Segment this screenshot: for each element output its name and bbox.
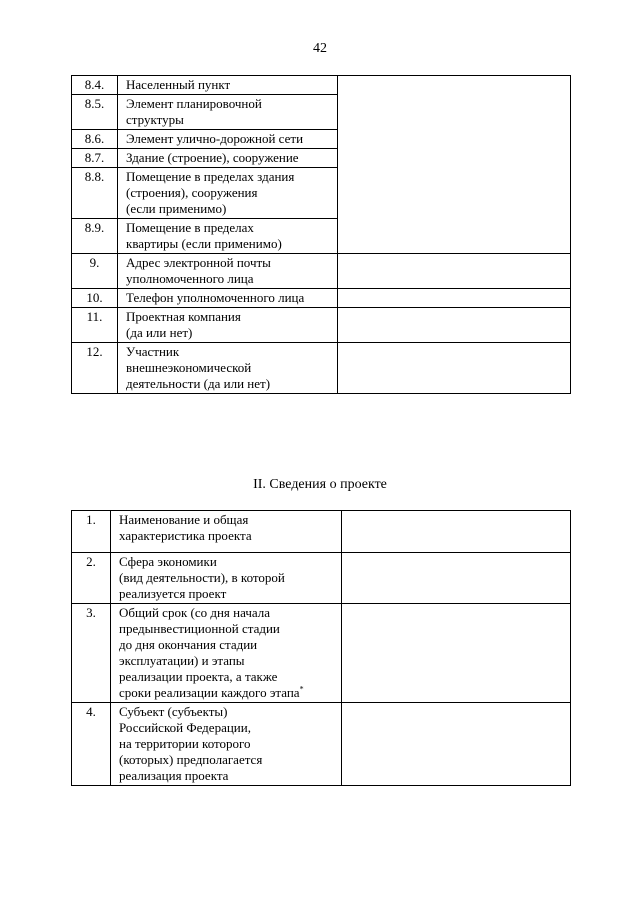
table-row bbox=[72, 308, 571, 343]
value-cell[interactable] bbox=[338, 76, 571, 254]
applicant-details-table bbox=[71, 75, 571, 394]
row-number: 8.8. bbox=[72, 168, 118, 219]
page-number: 42 bbox=[313, 41, 327, 56]
table-row bbox=[72, 604, 571, 703]
value-cell[interactable] bbox=[342, 553, 571, 604]
value-cell[interactable] bbox=[338, 343, 571, 394]
row-label: Помещение в пределах квартиры (если применимо) bbox=[118, 219, 338, 254]
value-cell[interactable] bbox=[342, 604, 571, 703]
row-number: 4. bbox=[72, 703, 111, 786]
row-number: 8.4. bbox=[72, 76, 118, 95]
row-number: 9. bbox=[72, 254, 118, 289]
row-label: Элемент планировочной структуры bbox=[118, 95, 338, 130]
row-label: Помещение в пределах здания (строения), сооружения (если применимо) bbox=[118, 168, 338, 219]
row-label: Здание (строение), сооружение bbox=[118, 149, 338, 168]
row-label: Участник внешнеэкономической деятельности (да или нет) bbox=[118, 343, 338, 394]
table-row bbox=[72, 76, 571, 95]
row-label bbox=[111, 604, 342, 703]
row-label: Сфера экономики (вид деятельности), в которой реализуется проект bbox=[111, 553, 342, 604]
row-number: 2. bbox=[72, 553, 111, 604]
footnote-marker: * bbox=[299, 684, 304, 694]
row-number: 3. bbox=[72, 604, 111, 703]
row-number: 8.5. bbox=[72, 95, 118, 130]
row-label: Населенный пункт bbox=[118, 76, 338, 95]
row-number: 1. bbox=[72, 511, 111, 553]
row-label: Телефон уполномоченного лица bbox=[118, 289, 338, 308]
row-number: 12. bbox=[72, 343, 118, 394]
table-row bbox=[72, 254, 571, 289]
table-row bbox=[72, 511, 571, 553]
section-title: II. Сведения о проекте bbox=[253, 477, 387, 492]
row-number: 8.6. bbox=[72, 130, 118, 149]
value-cell[interactable] bbox=[338, 308, 571, 343]
row-label: Адрес электронной почты уполномоченного лица bbox=[118, 254, 338, 289]
row-label: Проектная компания (да или нет) bbox=[118, 308, 338, 343]
row-number: 8.7. bbox=[72, 149, 118, 168]
row-label: Субъект (субъекты) Российской Федерации, на территории которого (которых) предполагается реализация проекта bbox=[111, 703, 342, 786]
table-row bbox=[72, 703, 571, 786]
table-row bbox=[72, 343, 571, 394]
project-details-table bbox=[71, 510, 571, 786]
row-label: Наименование и общая характеристика проекта bbox=[111, 511, 342, 553]
row-number: 10. bbox=[72, 289, 118, 308]
value-cell[interactable] bbox=[338, 254, 571, 289]
table-row bbox=[72, 553, 571, 604]
row-label-text: Общий срок (со дня начала предынвестиционной стадии до дня окончания стадии эксплуатации) и этапы реализации проекта, а также сроки реализации каждого этапа bbox=[119, 605, 300, 700]
table-row bbox=[72, 289, 571, 308]
row-label: Элемент улично-дорожной сети bbox=[118, 130, 338, 149]
row-number: 11. bbox=[72, 308, 118, 343]
value-cell[interactable] bbox=[338, 289, 571, 308]
value-cell[interactable] bbox=[342, 703, 571, 786]
row-number: 8.9. bbox=[72, 219, 118, 254]
value-cell[interactable] bbox=[342, 511, 571, 553]
